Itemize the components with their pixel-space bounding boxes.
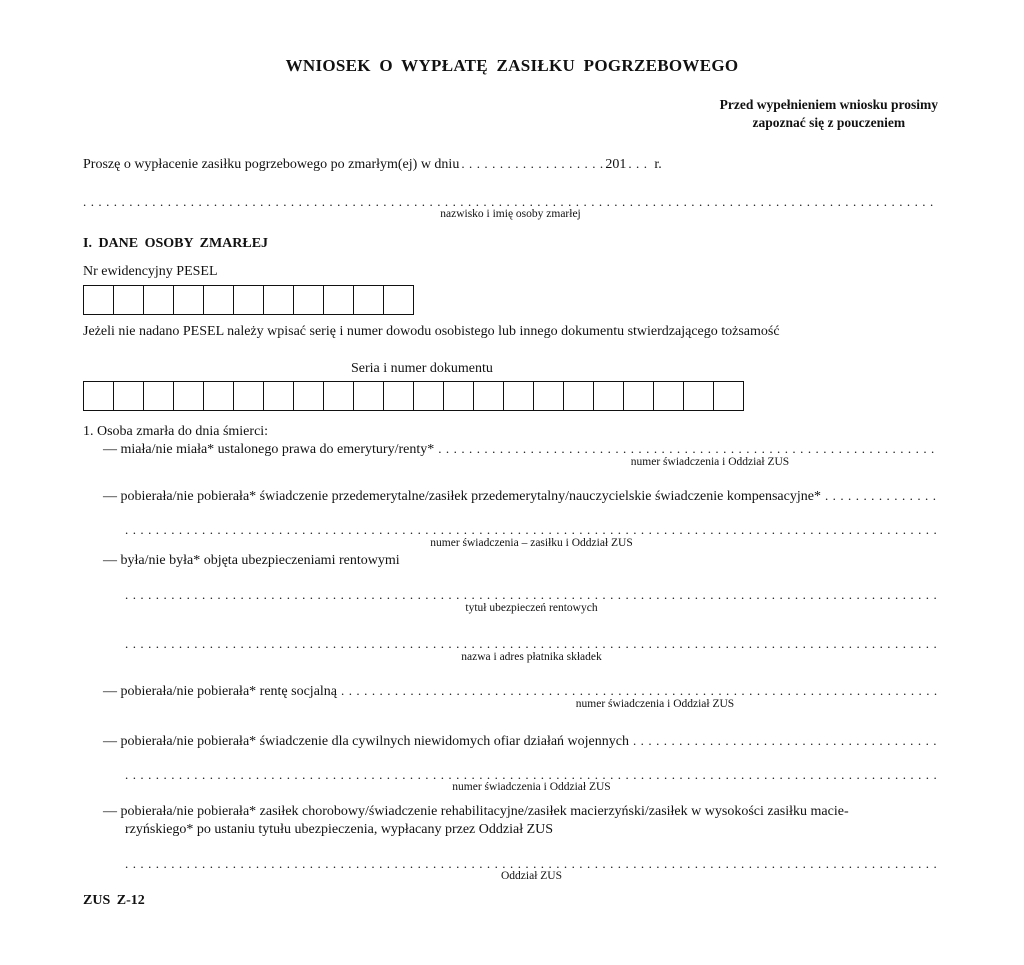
insurance-title-caption: tytuł ubezpieczeń rentowych [465, 602, 598, 614]
pesel-boxes[interactable] [83, 285, 414, 315]
pension-insurance-text: — była/nie była* objęta ubezpieczeniami rentowymi [103, 553, 400, 568]
pesel-digit-box[interactable] [233, 285, 264, 315]
war-victims-line [103, 733, 938, 750]
note-line-2: zapoznać się z pouczeniem [752, 115, 906, 130]
pension-right-caption: numer świadczenia i Oddział ZUS [630, 456, 790, 468]
pesel-digit-box[interactable] [293, 285, 324, 315]
document-char-box[interactable] [713, 381, 744, 411]
war-victims-text: — pobierała/nie pobierała* świadczenie dla cywilnych niewidomych ofiar działań wojennych [103, 734, 629, 749]
pesel-instruction: Jeżeli nie nadano PESEL należy wpisać serię i numer dowodu osobistego lub innego dokumentu stwierdzającego tożsamość [83, 324, 780, 339]
document-char-box[interactable] [383, 381, 414, 411]
pre-retirement-line [103, 488, 938, 505]
section-heading: I. DANE OSOBY ZMARŁEJ [83, 236, 269, 251]
pre-retirement-field-b[interactable] [125, 522, 938, 538]
social-pension-caption: numer świadczenia i Oddział ZUS [575, 698, 735, 710]
document-char-box[interactable] [563, 381, 594, 411]
social-pension-field[interactable] [341, 683, 938, 699]
document-char-box[interactable] [413, 381, 444, 411]
zus-branch-caption: Oddział ZUS [500, 870, 562, 882]
pesel-digit-box[interactable] [353, 285, 384, 315]
form-title: WNIOSEK O WYPŁATĘ ZASIŁKU POGRZEBOWEGO [285, 56, 739, 75]
payer-field[interactable] [125, 636, 938, 652]
document-char-box[interactable] [443, 381, 474, 411]
sickness-benefit-text-1: — pobierała/nie pobierała* zasiłek chorobowy/świadczenie rehabilitacyjne/zasiłek macierzyński/zasiłek w wysokości zasiłku macie- [103, 804, 849, 819]
pesel-digit-box[interactable] [113, 285, 144, 315]
year-suffix: r. [654, 157, 662, 172]
pesel-digit-box[interactable] [83, 285, 114, 315]
document-char-box[interactable] [353, 381, 384, 411]
insurance-title-field[interactable] [125, 587, 938, 603]
document-boxes[interactable] [83, 381, 744, 411]
pension-right-text: — miała/nie miała* ustalonego prawa do emerytury/renty* [103, 442, 435, 457]
document-char-box[interactable] [593, 381, 624, 411]
deceased-name-caption: nazwisko i imię osoby zmarłej [440, 208, 581, 220]
document-char-box[interactable] [653, 381, 684, 411]
document-label: Seria i numer dokumentu [351, 361, 493, 376]
social-pension-text: — pobierała/nie pobierała* rentę socjalną [103, 684, 338, 699]
pesel-digit-box[interactable] [323, 285, 354, 315]
document-char-box[interactable] [143, 381, 174, 411]
year-prefix: 201 [605, 157, 627, 172]
note-line-1: Przed wypełnieniem wniosku prosimy [719, 97, 938, 112]
pesel-digit-box[interactable] [263, 285, 294, 315]
death-year-field[interactable] [628, 156, 652, 172]
document-char-box[interactable] [173, 381, 204, 411]
pesel-digit-box[interactable] [383, 285, 414, 315]
document-char-box[interactable] [623, 381, 654, 411]
question-1-intro: 1. Osoba zmarła do dnia śmierci: [83, 424, 269, 439]
payer-caption: nazwa i adres płatnika składek [461, 651, 602, 663]
pre-retirement-text: — pobierała/nie pobierała* świadczenie przedemerytalne/zasiłek przedemerytalny/nauczycielskie świadczenie kompensacyjne* [103, 489, 821, 504]
death-date-field[interactable] [461, 156, 603, 172]
pesel-digit-box[interactable] [173, 285, 204, 315]
pesel-digit-box[interactable] [143, 285, 174, 315]
war-victims-caption: numer świadczenia i Oddział ZUS [452, 781, 611, 793]
document-char-box[interactable] [473, 381, 504, 411]
request-text: Proszę o wypłacenie zasiłku pogrzebowego po zmarłym(ej) w dniu [83, 157, 460, 172]
document-char-box[interactable] [203, 381, 234, 411]
document-char-box[interactable] [683, 381, 714, 411]
pre-retirement-caption: numer świadczenia – zasiłku i Oddział ZUS [430, 537, 633, 549]
document-char-box[interactable] [83, 381, 114, 411]
document-char-box[interactable] [233, 381, 264, 411]
pesel-digit-box[interactable] [203, 285, 234, 315]
pesel-label: Nr ewidencyjny PESEL [83, 264, 218, 279]
pre-retirement-field-a[interactable] [825, 488, 938, 504]
document-char-box[interactable] [503, 381, 534, 411]
pension-right-field[interactable] [438, 441, 938, 457]
document-char-box[interactable] [263, 381, 294, 411]
form-code: ZUS Z-12 [83, 893, 145, 908]
document-char-box[interactable] [323, 381, 354, 411]
document-char-box[interactable] [533, 381, 564, 411]
document-char-box[interactable] [113, 381, 144, 411]
instruction-note [720, 96, 938, 132]
request-line [83, 156, 662, 173]
sickness-benefit-text-2: rzyńskiego* po ustaniu tytułu ubezpieczenia, wypłacany przez Oddział ZUS [125, 822, 554, 837]
war-victims-field-a[interactable] [633, 733, 938, 749]
document-char-box[interactable] [293, 381, 324, 411]
